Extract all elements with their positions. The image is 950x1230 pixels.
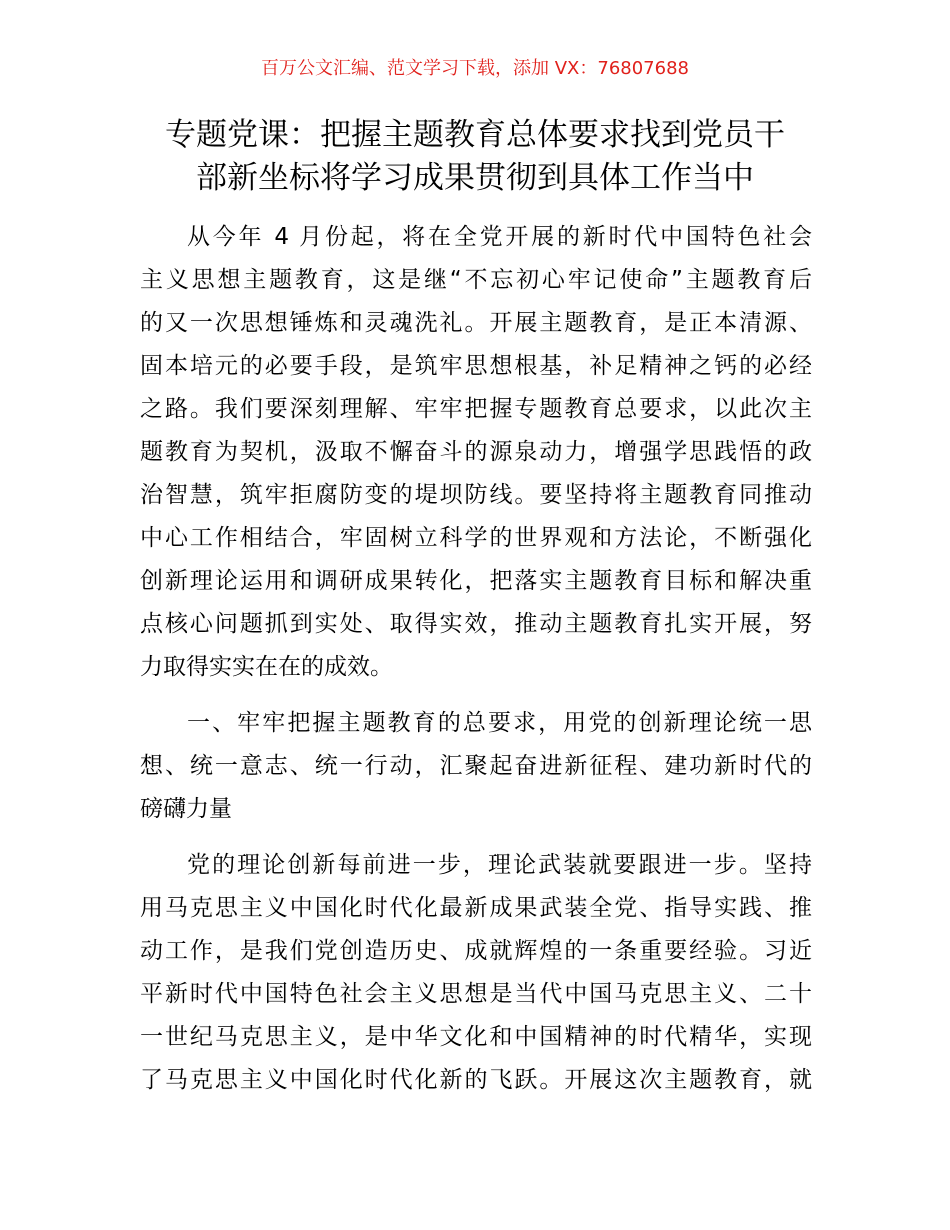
text-line: 点核心问题抓到实处、取得实效，推动主题教育扎实开展，努 bbox=[140, 611, 812, 637]
text-line: 从今年 4 月份起，将在全党开展的新时代中国特色社会 bbox=[187, 224, 812, 250]
text-line: 治智慧，筑牢拒腐防变的堤坝防线。要坚持将主题教育同推动 bbox=[140, 482, 812, 508]
text-line: 力取得实实在在的成效。 bbox=[140, 654, 393, 680]
document-body bbox=[140, 216, 812, 1115]
text-line: 的又一次思想锤炼和灵魂洗礼。开展主题教育，是正本清源、 bbox=[140, 310, 812, 336]
text-line: 想、统一意志、统一行动，汇聚起奋进新征程、建功新时代的 bbox=[140, 753, 812, 779]
text-line: 创新理论运用和调研成果转化，把落实主题教育目标和解决重 bbox=[140, 568, 812, 594]
title-line: 专题党课：把握主题教育总体要求找到党员干 bbox=[165, 117, 785, 153]
watermark-header: 百万公文汇编、范文学习下载，添加 VX：76807688 bbox=[261, 58, 689, 79]
text-line: 动工作，是我们党创造历史、成就辉煌的一条重要经验。习近 bbox=[140, 938, 812, 964]
text-line: 一世纪马克思主义，是中华文化和中国精神的时代精华，实现 bbox=[140, 1024, 812, 1050]
text-line: 一、牢牢把握主题教育的总要求，用党的创新理论统一思 bbox=[187, 710, 812, 736]
title-line: 部新坐标将学习成果贯彻到具体工作当中 bbox=[196, 160, 754, 196]
text-line: 中心工作相结合，牢固树立科学的世界观和方法论，不断强化 bbox=[140, 525, 812, 551]
section-heading bbox=[140, 702, 812, 831]
paragraph bbox=[140, 844, 812, 1102]
text-line: 磅礴力量 bbox=[140, 796, 232, 822]
text-line: 主义思想主题教育，这是继“不忘初心牢记使命”主题教育后 bbox=[140, 267, 812, 293]
text-line: 题教育为契机，汲取不懈奋斗的源泉动力，增强学思践悟的政 bbox=[140, 439, 812, 465]
text-line: 党的理论创新每前进一步，理论武装就要跟进一步。坚持 bbox=[187, 852, 812, 878]
text-line: 了马克思主义中国化时代化新的飞跃。开展这次主题教育，就 bbox=[140, 1067, 812, 1093]
document-title bbox=[0, 114, 950, 200]
text-line: 固本培元的必要手段，是筑牢思想根基，补足精神之钙的必经 bbox=[140, 353, 812, 379]
text-line: 用马克思主义中国化时代化最新成果武装全党、指导实践、推 bbox=[140, 895, 812, 921]
text-line: 平新时代中国特色社会主义思想是当代中国马克思主义、二十 bbox=[140, 981, 812, 1007]
paragraph bbox=[140, 216, 812, 689]
text-line: 之路。我们要深刻理解、牢牢把握专题教育总要求，以此次主 bbox=[140, 396, 812, 422]
